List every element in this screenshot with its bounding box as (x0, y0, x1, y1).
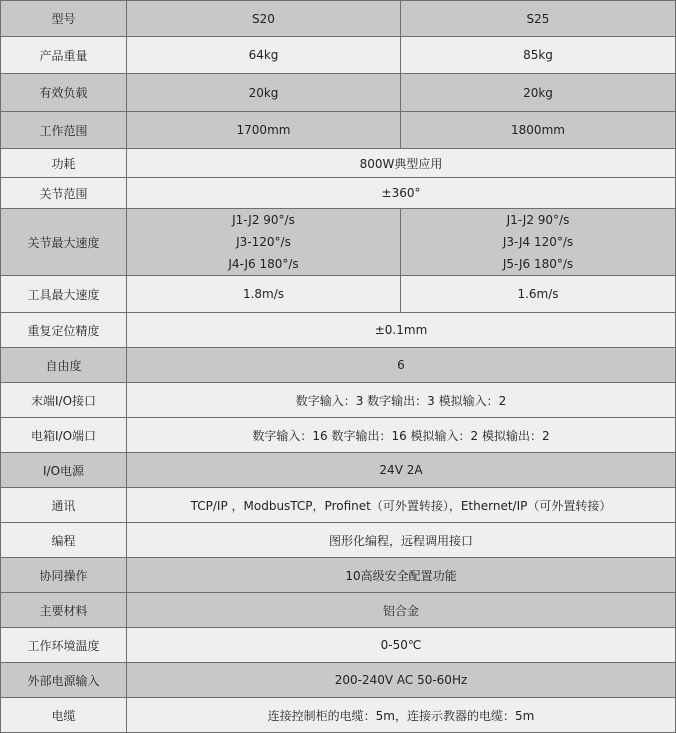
row-cable (1, 698, 676, 733)
cell-s20: 1700mm (127, 112, 401, 149)
cell-merged: TCP/IP ，ModbusTCP，Profinet（可外置转接），Ethernet/IP（可外置转接） (127, 488, 676, 523)
cell-merged: 数字输入：16 数字输出：16 模拟输入：2 模拟输出：2 (127, 418, 676, 453)
cell-s20: 20kg (127, 74, 401, 112)
cell-merged: 200-240V AC 50-60Hz (127, 663, 676, 698)
row-label: 重复定位精度 (1, 313, 127, 348)
row-box-io (1, 418, 676, 453)
row-label: I/O电源 (1, 453, 127, 488)
cell-merged: 800W典型应用 (127, 149, 676, 178)
cell-s25: 20kg (401, 74, 676, 112)
row-joint-range (1, 178, 676, 209)
cell-merged: 0-50℃ (127, 628, 676, 663)
cell-merged: 数字输入：3 数字输出：3 模拟输入：2 (127, 383, 676, 418)
row-joint-speed (1, 209, 676, 276)
row-label: 主要材料 (1, 593, 127, 628)
cell-s25: 85kg (401, 37, 676, 74)
speed-line: J5-J6 180°/s (502, 257, 574, 271)
row-communication (1, 488, 676, 523)
cell-merged: 6 (127, 348, 676, 383)
row-label: 编程 (1, 523, 127, 558)
row-label: 功耗 (1, 149, 127, 178)
row-label: 电缆 (1, 698, 127, 733)
row-label: 工具最大速度 (1, 276, 127, 313)
row-label: 关节范围 (1, 178, 127, 209)
row-label: 外部电源输入 (1, 663, 127, 698)
cell-s20 (127, 209, 401, 276)
cell-merged: 24V 2A (127, 453, 676, 488)
row-external-power (1, 663, 676, 698)
row-label: 工作范围 (1, 112, 127, 149)
row-label: 型号 (1, 1, 127, 37)
speed-line: J1-J2 90°/s (232, 213, 295, 227)
row-reach (1, 112, 676, 149)
row-label: 产品重量 (1, 37, 127, 74)
cell-merged: ±360° (127, 178, 676, 209)
speed-line: J4-J6 180°/s (228, 257, 299, 271)
cell-s25: 1.6m/s (401, 276, 676, 313)
row-label: 电箱I/O端口 (1, 418, 127, 453)
row-collaboration (1, 558, 676, 593)
row-label: 协同操作 (1, 558, 127, 593)
cell-merged: 铝合金 (127, 593, 676, 628)
row-label: 通讯 (1, 488, 127, 523)
row-power (1, 149, 676, 178)
cell-merged: 10高级安全配置功能 (127, 558, 676, 593)
cell-s20: S20 (127, 1, 401, 37)
row-io-power (1, 453, 676, 488)
row-payload (1, 74, 676, 112)
cell-s25 (401, 209, 676, 276)
row-label: 工作环境温度 (1, 628, 127, 663)
row-label: 有效负载 (1, 74, 127, 112)
cell-merged: ±0.1mm (127, 313, 676, 348)
row-repeatability (1, 313, 676, 348)
row-programming (1, 523, 676, 558)
speed-line: J3-120°/s (236, 235, 291, 249)
cell-s20: 64kg (127, 37, 401, 74)
cell-s25: 1800mm (401, 112, 676, 149)
speed-line: J1-J2 90°/s (506, 213, 570, 227)
row-dof (1, 348, 676, 383)
row-tool-speed (1, 276, 676, 313)
row-material (1, 593, 676, 628)
cell-merged: 图形化编程，远程调用接口 (127, 523, 676, 558)
speed-line: J3-J4 120°/s (502, 235, 574, 249)
row-label: 末端I/O接口 (1, 383, 127, 418)
cell-merged: 连接控制柜的电缆：5m，连接示教器的电缆：5m (127, 698, 676, 733)
row-weight (1, 37, 676, 74)
row-label: 关节最大速度 (1, 209, 127, 276)
cell-s25: S25 (401, 1, 676, 37)
row-tool-io (1, 383, 676, 418)
cell-s20: 1.8m/s (127, 276, 401, 313)
row-label: 自由度 (1, 348, 127, 383)
row-model (1, 1, 676, 37)
row-temperature (1, 628, 676, 663)
